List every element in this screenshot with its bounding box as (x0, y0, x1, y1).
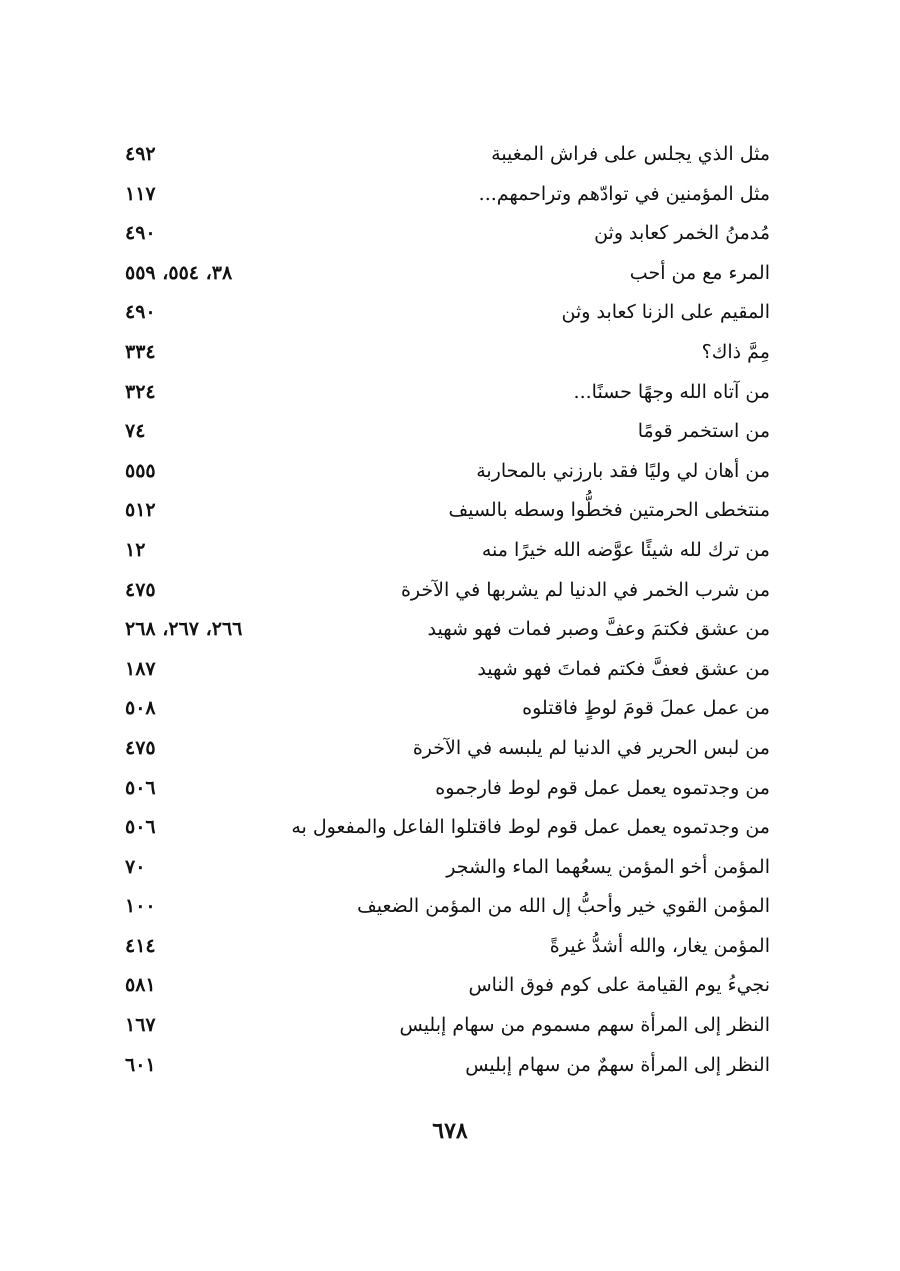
page-references: ٤٩٠ (125, 301, 156, 324)
page-references: ٧٠ (125, 855, 146, 878)
page-references: ٣٣٤ (125, 340, 156, 363)
hadith-text: من لبس الحرير في الدنيا لم يلبسه في الآخرة (412, 736, 770, 759)
page-references: ٤١٤ (125, 934, 156, 957)
hadith-text: من وجدتموه يعمل عمل قوم لوط فاقتلوا الفاعل والمفعول به (291, 816, 770, 839)
page-number: ٦٧٨ (432, 1118, 468, 1144)
page-references: ٥٠٦ (125, 816, 156, 839)
index-entry (125, 333, 770, 373)
page-references: ٤٧٥ (125, 578, 156, 601)
index-entry (125, 848, 770, 888)
hadith-text: من عشق فعفَّ فكتم فماتَ فهو شهيد (477, 657, 770, 680)
hadith-text: نجيءُ يوم القيامة على كوم فوق الناس (468, 974, 770, 997)
page-references: ٣٨، ٥٥٤، ٥٥٩ (125, 261, 233, 284)
hadith-text: من آتاه الله وجهًا حسنًا... (573, 380, 770, 403)
page-references: ٢٦٦، ٢٦٧، ٢٦٨ (125, 618, 243, 641)
hadith-text: المقيم على الزنا كعابد وثن (561, 301, 770, 324)
index-entry (125, 491, 770, 531)
page-references: ١٢ (125, 538, 146, 561)
hadith-text: المؤمن القوي خير وأحبُّ إل الله من المؤمن الضعيف (357, 895, 770, 918)
index-entry (125, 175, 770, 215)
page-references: ٦٠١ (125, 1053, 156, 1076)
hadith-text: من استخمر قومًا (637, 420, 770, 443)
index-entry (125, 571, 770, 611)
index-entry (125, 808, 770, 848)
page-references: ٧٤ (125, 420, 146, 443)
hadith-text: من شرب الخمر في الدنيا لم يشربها في الآخرة (400, 578, 770, 601)
index-entry (125, 214, 770, 254)
hadith-text: المؤمن أخو المؤمن يسعُهما الماء والشجر (446, 855, 770, 878)
index-entry (125, 293, 770, 333)
hadith-text: من ترك لله شيئًا عوَّضه الله خيرًا منه (481, 538, 770, 561)
page-references: ٥٨١ (125, 974, 156, 997)
page-references: ١٨٧ (125, 657, 156, 680)
page-references: ٣٢٤ (125, 380, 156, 403)
page-references: ٥٠٨ (125, 697, 156, 720)
index-entry (125, 650, 770, 690)
hadith-text: من عشق فكتمَ وعفَّ وصبر فمات فهو شهيد (427, 618, 770, 641)
index-entry (125, 1046, 770, 1086)
page-references: ٤٩٠ (125, 222, 156, 245)
hadith-text: مثل المؤمنين في توادّهم وتراحمهم... (478, 182, 770, 205)
page-references: ١٠٠ (125, 895, 156, 918)
hadith-text: مثل الذي يجلس على فراش المغيبة (491, 143, 770, 165)
index-entry (125, 729, 770, 769)
page-references: ٥٥٥ (125, 459, 156, 482)
hadith-text: من وجدتموه يعمل عمل قوم لوط فارجموه (435, 776, 770, 799)
page-references: ١١٧ (125, 182, 156, 205)
index-entry (125, 887, 770, 927)
hadith-text: النظر إلى المرأة سهم مسموم من سهام إبليس (399, 1014, 770, 1037)
index-entry (125, 610, 770, 650)
hadith-text: من أهان لي وليًا فقد بارزني بالمحاربة (476, 459, 770, 482)
hadith-text: النظر إلى المرأة سهمٌ من سهام إبليس (465, 1053, 770, 1076)
hadith-index-list (125, 135, 770, 1085)
index-entry (125, 254, 770, 294)
index-entry (125, 412, 770, 452)
page-references: ٥١٢ (125, 499, 156, 522)
hadith-text: المؤمن يغار، والله أشدُّ غيرةً (549, 934, 770, 957)
hadith-text: المرء مع من أحب (629, 261, 770, 284)
index-entry (125, 373, 770, 413)
hadith-text: مُدمنُ الخمر كعابد وثن (594, 222, 770, 245)
index-entry (125, 1006, 770, 1046)
page-references: ١٦٧ (125, 1014, 156, 1037)
index-entry (125, 927, 770, 967)
page-references: ٤٩٢ (125, 143, 156, 165)
index-entry (125, 135, 770, 175)
index-entry (125, 689, 770, 729)
index-entry (125, 966, 770, 1006)
page-references: ٤٧٥ (125, 736, 156, 759)
hadith-text: مِمَّ ذاك؟ (701, 340, 770, 363)
hadith-text: منتخطى الحرمتين فخطُّوا وسطه بالسيف (448, 499, 770, 522)
page-references: ٥٠٦ (125, 776, 156, 799)
index-entry (125, 769, 770, 809)
index-entry (125, 531, 770, 571)
hadith-text: من عمل عملَ قومَ لوطٍ فاقتلوه (522, 697, 770, 720)
index-entry (125, 452, 770, 492)
